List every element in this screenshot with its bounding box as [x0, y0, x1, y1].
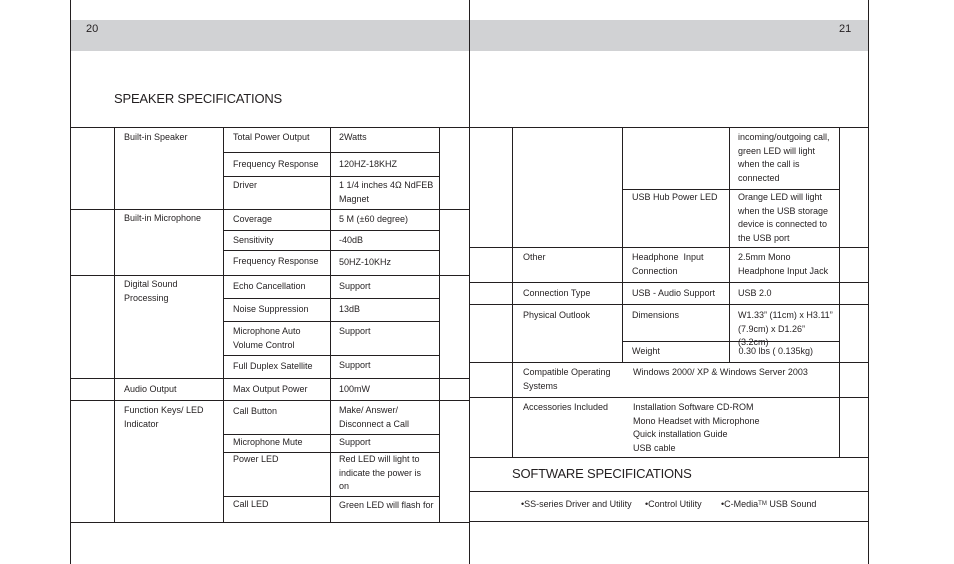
spec-item: Power LED: [233, 454, 279, 464]
category-label: Compatible Operating Systems: [523, 367, 611, 391]
spec-value: Support: [339, 360, 371, 370]
spec-item: Call LED: [233, 499, 269, 509]
category-label: Built-in Speaker: [124, 132, 188, 142]
spec-value: 2Watts: [339, 132, 367, 142]
spec-value: W1.33” (11cm) x H3.11” (7.9cm) x D1.26” (3.2cm): [738, 310, 833, 347]
table-col-line: [439, 127, 440, 522]
spec-item: Headphone Input Connection: [632, 252, 707, 276]
spec-item: Frequency Response: [233, 256, 319, 266]
spec-item: Full Duplex Satellite: [233, 361, 313, 371]
table-col-line: [839, 127, 840, 457]
table-col-line: [114, 127, 115, 522]
row-rule: [70, 378, 469, 379]
left-header-bar: [71, 20, 469, 51]
category-label: Accessories Included: [523, 402, 609, 412]
spec-value: Make/ Answer/ Disconnect a Call: [339, 405, 410, 429]
row-rule: [223, 355, 440, 356]
spec-value: Orange LED will light when the USB storage device is connected to the USB port: [738, 192, 829, 243]
spec-value: -40dB: [339, 235, 364, 245]
table-rule: [469, 521, 868, 522]
speaker-specs-title: SPEAKER SPECIFICATIONS: [114, 91, 283, 106]
spec-item: Driver: [233, 180, 257, 190]
accessory-item: USB cable: [633, 442, 676, 453]
row-rule: [469, 491, 868, 492]
accessory-item: Installation Software CD-ROM: [633, 402, 754, 412]
software-item: [721, 498, 816, 512]
spec-value: 1 1/4 inches 4Ω NdFEB Magnet: [339, 180, 434, 204]
row-rule: [622, 189, 839, 190]
table-col-line: [622, 127, 623, 362]
spec-value: Support: [339, 326, 371, 336]
category-label: Connection Type: [523, 288, 591, 298]
left-page-edge: [70, 0, 71, 564]
spec-value: Support: [339, 437, 371, 447]
accessory-item: Quick installation Guide: [633, 429, 728, 439]
spec-item: Echo Cancellation: [233, 281, 306, 291]
spec-value: 120HZ-18KHZ: [339, 159, 398, 169]
row-rule: [223, 321, 440, 322]
row-rule: [223, 496, 440, 497]
spec-item: Dimensions: [632, 310, 680, 320]
spec-value: 0.30 lbs ( 0.135kg): [736, 346, 814, 356]
software-specs-title: SOFTWARE SPECIFICATIONS: [512, 466, 692, 481]
spec-item: Weight: [632, 346, 660, 356]
software-item: •Control Utility: [645, 499, 702, 509]
row-rule: [469, 397, 868, 398]
category-label: Physical Outlook: [523, 310, 591, 320]
spec-item: USB - Audio Support: [632, 288, 716, 298]
row-rule: [469, 457, 868, 458]
spec-value: Green LED will flash for: [339, 500, 434, 510]
spec-value: 2.5mm Mono Headphone Input Jack: [738, 252, 829, 276]
table-col-line: [223, 127, 224, 522]
table-rule: [70, 522, 469, 523]
right-page-number: 21: [839, 23, 852, 35]
right-header-bar: [470, 20, 868, 51]
spec-item: Frequency Response: [233, 159, 319, 169]
table-rule: [70, 127, 469, 128]
spec-item: Max Output Power: [233, 384, 308, 394]
spec-value: 100mW: [339, 384, 371, 394]
category-label: Function Keys/ LED Indicator: [124, 405, 204, 429]
spec-value: Red LED will light to indicate the power is on: [339, 454, 422, 491]
spec-value: 13dB: [339, 304, 361, 314]
table-col-line: [729, 127, 730, 362]
spec-value: 5 M (±60 degree): [339, 214, 408, 224]
spec-value: Windows 2000/ XP & Windows Server 2003: [633, 367, 808, 377]
accessory-item: Mono Headset with Microphone: [633, 415, 760, 426]
spec-item: Microphone Auto Volume Control: [233, 326, 301, 350]
software-item-text: •C-Media: [721, 499, 759, 509]
table-rule: [469, 127, 868, 128]
row-rule: [70, 400, 469, 401]
spec-value: 50HZ-10KHz: [339, 257, 392, 267]
category-label: Other: [523, 252, 546, 262]
row-rule: [469, 304, 868, 305]
row-rule: [70, 275, 469, 276]
table-col-line: [330, 127, 331, 522]
row-rule: [223, 230, 440, 231]
spec-value: incoming/outgoing call, green LED will light when the call is connected: [738, 132, 830, 183]
category-label: Audio Output: [124, 384, 177, 394]
category-label: Digital Sound Processing: [124, 279, 178, 303]
software-item-text: USB Sound: [766, 499, 817, 509]
spec-value: USB 2.0: [738, 288, 772, 298]
spec-item: Microphone Mute: [233, 437, 303, 447]
row-rule: [469, 362, 868, 363]
table-col-line: [512, 127, 513, 457]
row-rule: [469, 282, 868, 283]
row-rule: [469, 247, 868, 248]
row-rule: [223, 434, 440, 435]
row-rule: [223, 152, 440, 153]
spec-value: Support: [339, 281, 371, 291]
row-rule: [223, 176, 440, 177]
row-rule: [70, 209, 469, 210]
spec-item: Coverage: [233, 214, 273, 224]
spec-item: Sensitivity: [233, 235, 274, 245]
row-rule: [223, 298, 440, 299]
spec-item: Total Power Output: [233, 132, 310, 142]
spec-item: Call Button: [233, 406, 278, 416]
spec-item: Noise Suppression: [233, 304, 309, 314]
row-rule: [223, 250, 440, 251]
right-page-edge: [868, 0, 869, 564]
left-page-number: 20: [86, 23, 99, 35]
category-label: Built-in Microphone: [124, 213, 202, 223]
trademark-mark: TM: [758, 501, 767, 507]
spec-item: USB Hub Power LED: [632, 192, 718, 202]
software-item: •SS-series Driver and Utility: [521, 499, 632, 509]
